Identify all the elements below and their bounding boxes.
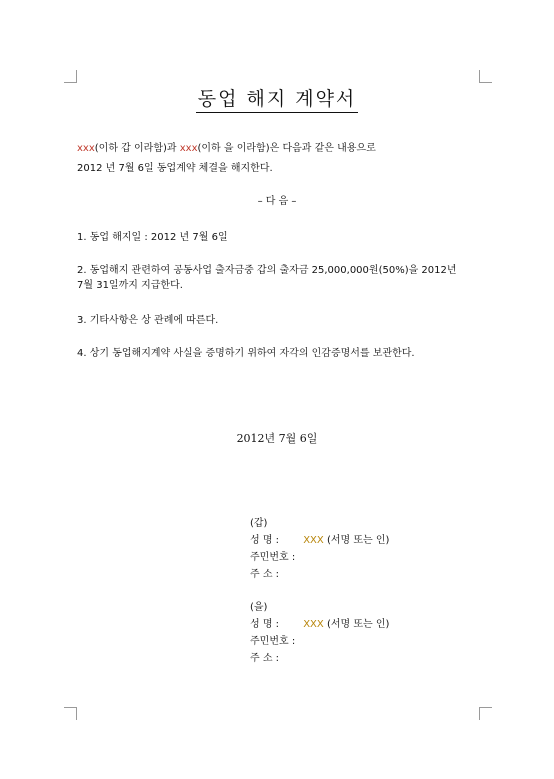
page-corner-mark-bottom-left — [64, 707, 77, 720]
signature-b-id-row — [250, 636, 300, 648]
signature-a-id-label: 주민번호 : — [250, 552, 296, 563]
intro-line-1 — [77, 143, 376, 155]
item-3: 3. 기타사항은 상 관례에 따른다. — [77, 315, 219, 326]
signature-a-addr-row — [250, 569, 300, 581]
page-corner-mark-top-right — [479, 70, 492, 83]
signature-b-name-row — [250, 619, 389, 631]
document-title — [0, 84, 554, 111]
signature-b-name-value: XXX — [303, 619, 324, 630]
signature-a-id-row — [250, 552, 300, 564]
signature-b-party: (을) — [250, 602, 268, 613]
item-2-line-1: 2. 동업해지 관련하여 공동사업 출자금중 갑의 출자금 25,000,000원(50%)을 2012년 — [77, 265, 457, 276]
signature-a-name-value: XXX — [303, 535, 324, 546]
party-a-name: xxx — [77, 143, 95, 154]
contract-date: 2012년 7월 6일 — [236, 432, 318, 445]
signature-a-sign-note: (서명 또는 인) — [326, 535, 390, 546]
signature-a-party: (갑) — [250, 518, 268, 529]
signature-b-id-label: 주민번호 : — [250, 636, 296, 647]
signature-a-name-label: 성 명 : — [250, 535, 280, 546]
signature-b-addr-row — [250, 653, 300, 665]
party-b-note: (이하 을 이라함)은 다음과 같은 내용으로 — [197, 143, 376, 154]
item-2-line-2: 7월 31일까지 지급한다. — [77, 280, 183, 291]
divider-heading: – 다 음 – — [257, 196, 297, 207]
signature-a-name-row — [250, 535, 389, 547]
page-corner-mark-bottom-right — [479, 707, 492, 720]
signature-b-sign-note: (서명 또는 인) — [326, 619, 390, 630]
intro-line-2: 2012 년 7월 6일 동업계약 체결을 해지한다. — [77, 163, 273, 174]
item-1: 1. 동업 해지일 : 2012 년 7월 6일 — [77, 232, 228, 243]
item-4: 4. 상기 동업해지계약 사실을 증명하기 위하여 자각의 인감증명서를 보관한다. — [77, 348, 415, 359]
party-b-name: xxx — [179, 143, 198, 154]
document-title-text: 동업 해지 계약서 — [196, 88, 359, 113]
signature-b-addr-label: 주 소 : — [250, 653, 280, 664]
page-corner-mark-top-left — [64, 70, 77, 83]
signature-b-name-label: 성 명 : — [250, 619, 280, 630]
party-a-note: (이하 갑 이라함)과 — [94, 143, 177, 154]
signature-a-addr-label: 주 소 : — [250, 569, 280, 580]
